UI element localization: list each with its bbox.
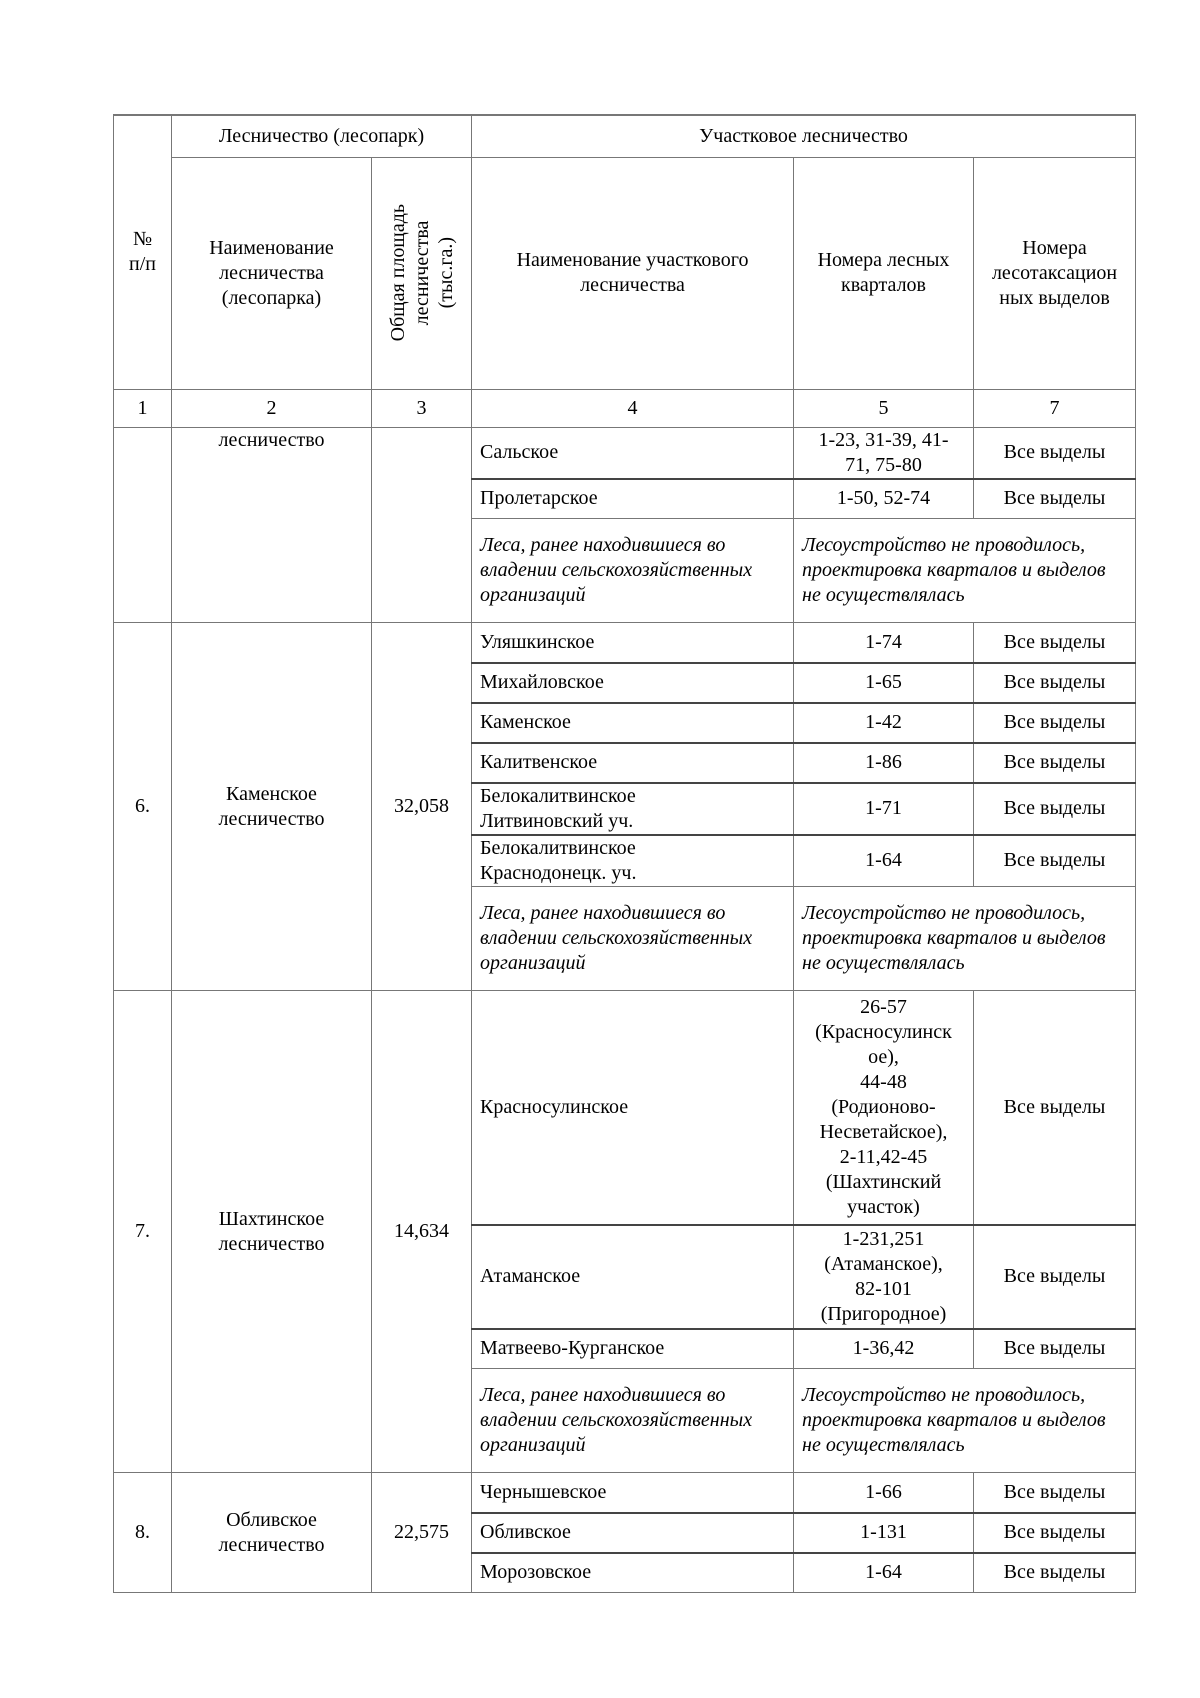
column-number: 5 — [794, 389, 974, 427]
district-name: Белокалитвинское Краснодонецк. уч. — [472, 835, 794, 887]
quarter-numbers: 1-42 — [794, 703, 974, 743]
quarter-numbers: 1-231,251 (Атаманское), 82-101 (Пригородное) — [794, 1225, 974, 1329]
allotment-numbers: Все выделы — [974, 479, 1136, 519]
survey-note: Лесоустройство не проводилось, проектировка кварталов и выделов не осуществлялась — [794, 519, 1136, 623]
quarter-numbers: 1-74 — [794, 623, 974, 663]
district-name: Морозовское — [472, 1553, 794, 1593]
table-row — [114, 427, 1136, 479]
table-row — [114, 623, 1136, 663]
allotment-numbers: Все выделы — [974, 1329, 1136, 1369]
district-name: Калитвенское — [472, 743, 794, 783]
district-name: Красносулинское — [472, 991, 794, 1225]
allotment-numbers: Все выделы — [974, 783, 1136, 835]
quarter-numbers: 1-65 — [794, 663, 974, 703]
forestry-area: 32,058 — [372, 623, 472, 991]
allotment-numbers: Все выделы — [974, 623, 1136, 663]
header-district-group: Участковое лесничество — [472, 115, 1136, 157]
header-forestry-group: Лесничество (лесопарк) — [172, 115, 472, 157]
district-name: Пролетарское — [472, 479, 794, 519]
district-name: Михайловское — [472, 663, 794, 703]
forestry-name: Обливское лесничество — [172, 1473, 372, 1593]
group-number: 8. — [114, 1473, 172, 1593]
survey-note: Лесоустройство не проводилось, проектировка кварталов и выделов не осуществлялась — [794, 887, 1136, 991]
district-name: Каменское — [472, 703, 794, 743]
quarter-numbers: 1-36,42 — [794, 1329, 974, 1369]
header-number: № п/п — [114, 115, 172, 389]
column-number: 1 — [114, 389, 172, 427]
quarter-numbers: 1-71 — [794, 783, 974, 835]
group-number: 6. — [114, 623, 172, 991]
header-quarters: Номера лесных кварталов — [794, 157, 974, 389]
allotment-numbers: Все выделы — [974, 663, 1136, 703]
header-area-cell — [372, 157, 472, 389]
quarter-numbers: 1-86 — [794, 743, 974, 783]
quarter-numbers: 26-57 (Красносулинск ое), 44-48 (Родионово- Несветайское), 2-11,42-45 (Шахтинский участок) — [794, 991, 974, 1225]
quarter-numbers: 1-64 — [794, 835, 974, 887]
group-number: 7. — [114, 991, 172, 1473]
header-allotments: Номера лесотаксацион ных выделов — [974, 157, 1136, 389]
quarter-numbers: 1-50, 52-74 — [794, 479, 974, 519]
forestry-name: Каменское лесничество — [172, 623, 372, 991]
district-name: Леса, ранее находившиеся во владении сельскохозяйственных организаций — [472, 519, 794, 623]
forestry-area: 22,575 — [372, 1473, 472, 1593]
allotment-numbers: Все выделы — [974, 1513, 1136, 1553]
forestry-area: 14,634 — [372, 991, 472, 1473]
allotment-numbers: Все выделы — [974, 743, 1136, 783]
header-area: Общая площадь лесничества (тыс.га.) — [386, 204, 457, 342]
column-number: 4 — [472, 389, 794, 427]
allotment-numbers: Все выделы — [974, 835, 1136, 887]
column-number: 7 — [974, 389, 1136, 427]
district-name: Леса, ранее находившиеся во владении сельскохозяйственных организаций — [472, 887, 794, 991]
district-name: Обливское — [472, 1513, 794, 1553]
quarter-numbers: 1-131 — [794, 1513, 974, 1553]
column-number: 3 — [372, 389, 472, 427]
table-row — [114, 1473, 1136, 1513]
forestry-area — [372, 427, 472, 623]
table-row — [114, 991, 1136, 1225]
allotment-numbers: Все выделы — [974, 1225, 1136, 1329]
district-name: Белокалитвинское Литвиновский уч. — [472, 783, 794, 835]
district-name: Чернышевское — [472, 1473, 794, 1513]
forestry-name: лесничество — [172, 427, 372, 623]
district-name: Уляшкинское — [472, 623, 794, 663]
district-name: Леса, ранее находившиеся во владении сельскохозяйственных организаций — [472, 1369, 794, 1473]
district-name: Сальское — [472, 427, 794, 479]
allotment-numbers: Все выделы — [974, 703, 1136, 743]
quarter-numbers: 1-66 — [794, 1473, 974, 1513]
quarter-numbers: 1-23, 31-39, 41- 71, 75-80 — [794, 427, 974, 479]
header-district-name: Наименование участкового лесничества — [472, 157, 794, 389]
allotment-numbers: Все выделы — [974, 1473, 1136, 1513]
allotment-numbers: Все выделы — [974, 1553, 1136, 1593]
allotment-numbers: Все выделы — [974, 991, 1136, 1225]
survey-note: Лесоустройство не проводилось, проектировка кварталов и выделов не осуществлялась — [794, 1369, 1136, 1473]
district-name: Атаманское — [472, 1225, 794, 1329]
forestry-table — [113, 114, 1136, 1593]
quarter-numbers: 1-64 — [794, 1553, 974, 1593]
allotment-numbers: Все выделы — [974, 427, 1136, 479]
group-number — [114, 427, 172, 623]
district-name: Матвеево-Курганское — [472, 1329, 794, 1369]
forestry-name: Шахтинское лесничество — [172, 991, 372, 1473]
column-number: 2 — [172, 389, 372, 427]
header-forestry-name: Наименование лесничества (лесопарка) — [172, 157, 372, 389]
